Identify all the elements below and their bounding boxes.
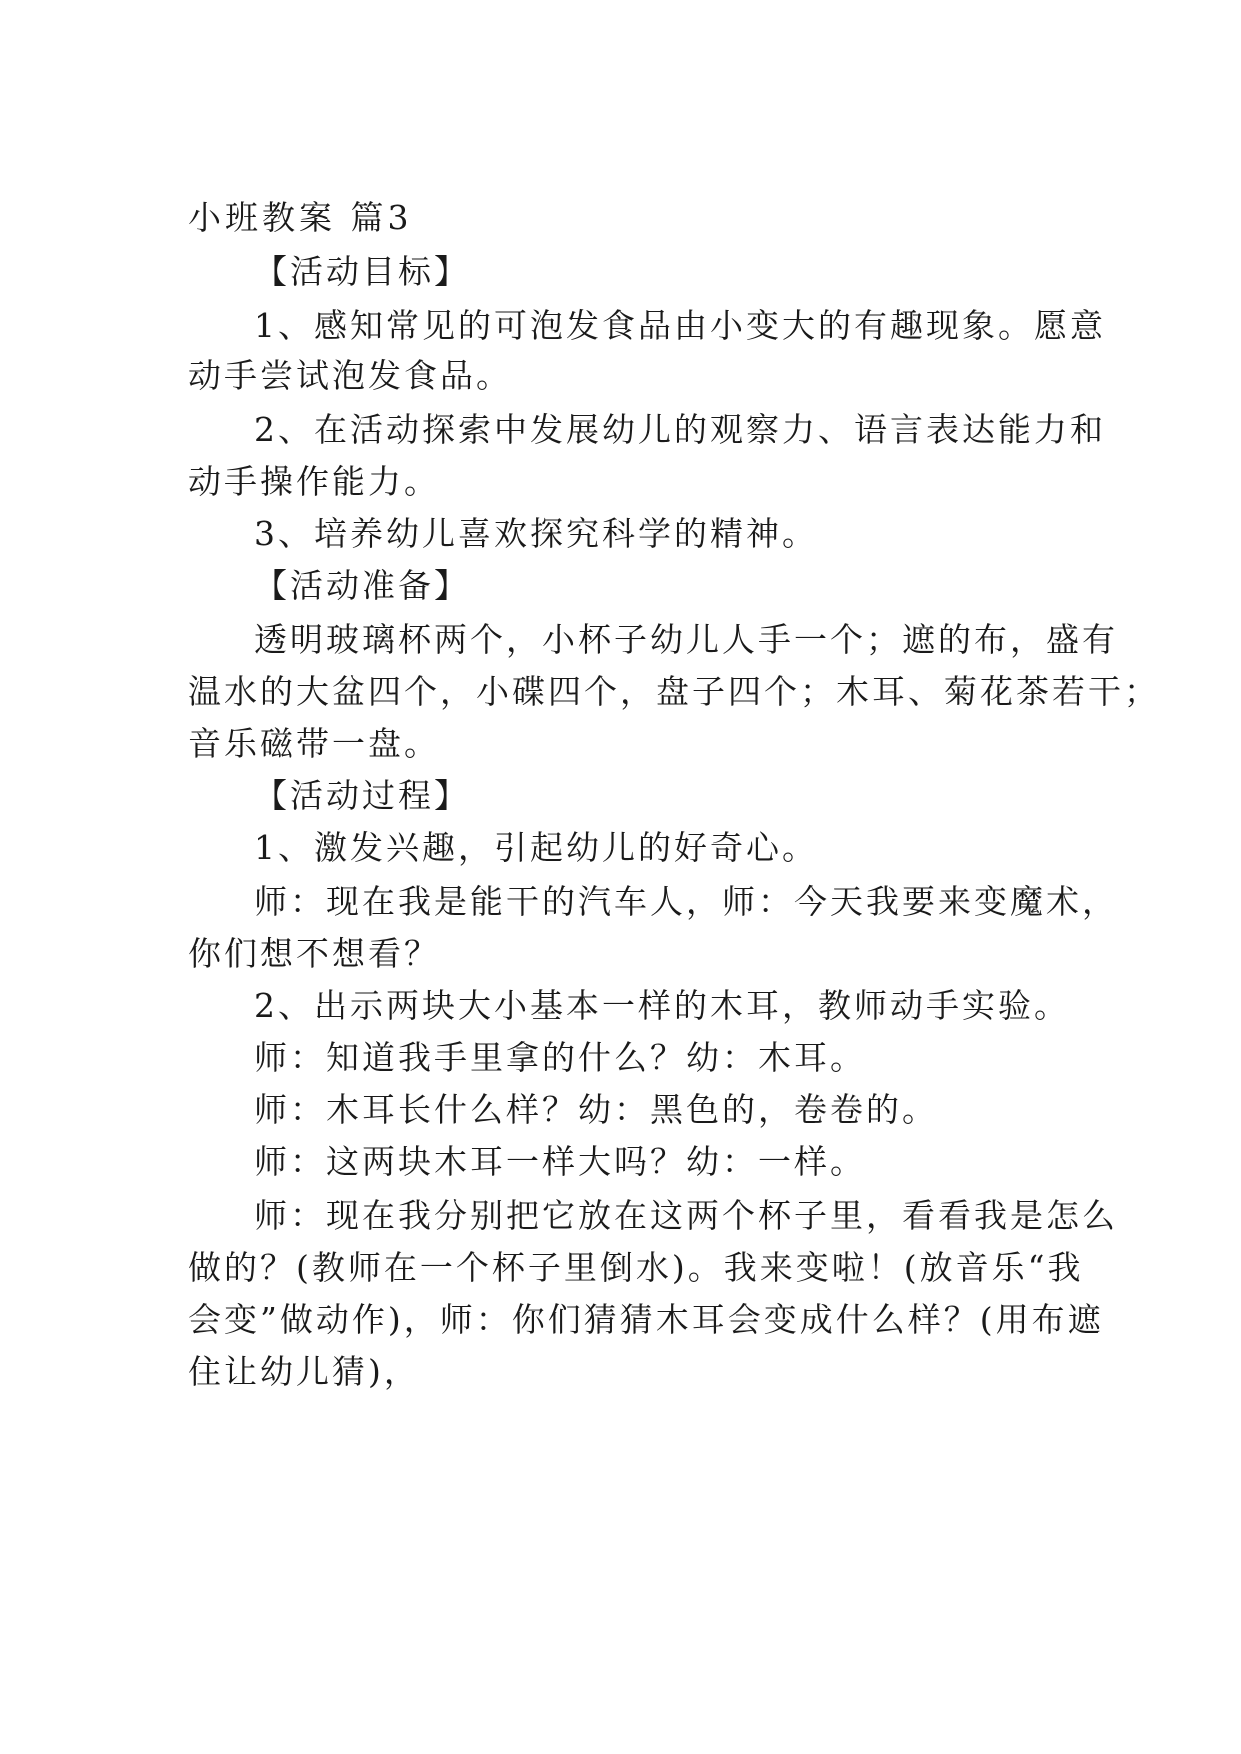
paragraph-line: 温水的大盆四个，小碟四个，盘子四个；木耳、菊花茶若干；: [188, 672, 1160, 711]
paragraph-line: 师：现在我分别把它放在这两个杯子里，看看我是怎么: [254, 1196, 1118, 1235]
section-heading-goals: 【活动目标】: [254, 252, 470, 291]
paragraph-line: 住让幼儿猜)，: [188, 1352, 420, 1391]
paragraph-line: 师：知道我手里拿的什么？幼：木耳。: [254, 1038, 866, 1077]
paragraph-line: 师：木耳长什么样？幼：黑色的，卷卷的。: [254, 1090, 938, 1129]
paragraph-line: 动手操作能力。: [188, 462, 440, 501]
paragraph-line: 师：现在我是能干的汽车人，师：今天我要来变魔术，: [254, 882, 1118, 921]
paragraph-line: 1、感知常见的可泡发食品由小变大的有趣现象。愿意: [254, 306, 1106, 345]
section-heading-preparation: 【活动准备】: [254, 566, 470, 605]
paragraph-line: 师：这两块木耳一样大吗？幼：一样。: [254, 1142, 866, 1181]
paragraph-line: 2、出示两块大小基本一样的木耳，教师动手实验。: [254, 986, 1070, 1025]
paragraph-line: 会变”做动作)，师：你们猜猜木耳会变成什么样？(用布遮: [188, 1300, 1104, 1339]
section-heading-process: 【活动过程】: [254, 776, 470, 815]
paragraph-line: 3、培养幼儿喜欢探究科学的精神。: [254, 514, 818, 553]
paragraph-line: 你们想不想看？: [188, 934, 440, 973]
paragraph-line: 动手尝试泡发食品。: [188, 356, 512, 395]
paragraph-line: 音乐磁带一盘。: [188, 724, 440, 763]
paragraph-line: 2、在活动探索中发展幼儿的观察力、语言表达能力和: [254, 410, 1106, 449]
paragraph-line: 1、激发兴趣，引起幼儿的好奇心。: [254, 828, 818, 867]
document-title: 小班教案 篇3: [188, 198, 413, 237]
paragraph-line: 透明玻璃杯两个，小杯子幼儿人手一个；遮的布，盛有: [254, 620, 1118, 659]
paragraph-line: 做的？(教师在一个杯子里倒水)。我来变啦！(放音乐“我: [188, 1248, 1084, 1287]
